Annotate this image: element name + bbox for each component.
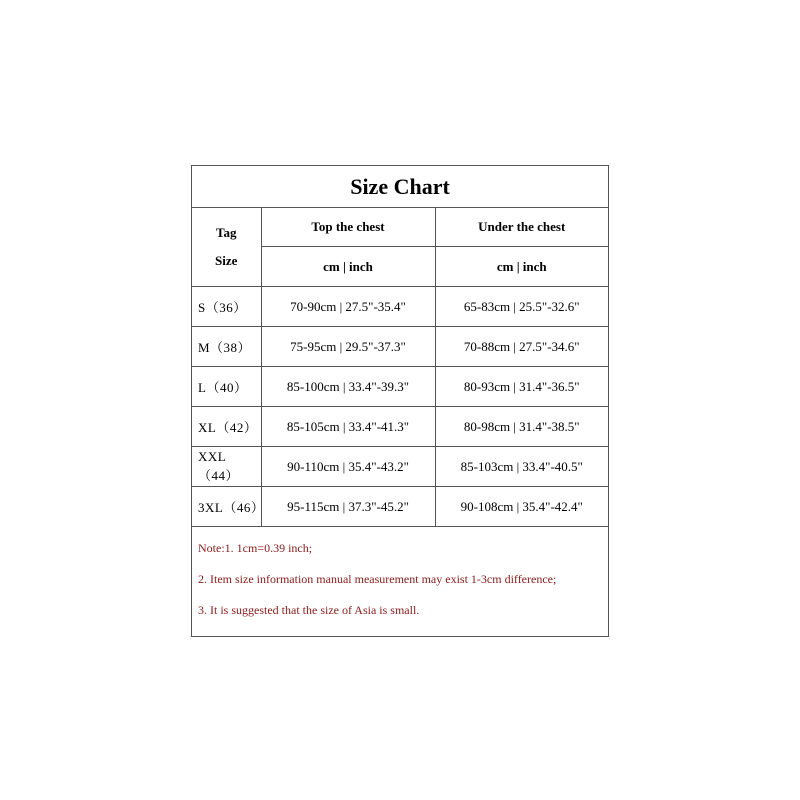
under-chest-cell: 65-83cm | 25.5"-32.6" [435, 287, 608, 327]
size-chart [191, 165, 609, 637]
under-chest-cell: 80-93cm | 31.4"-36.5" [435, 367, 608, 407]
note-line: Note:1. 1cm=0.39 inch; [198, 541, 313, 555]
header-size-label: Size [215, 253, 238, 268]
size-cell: XXL（44） [192, 447, 261, 487]
top-chest-cell: 85-105cm | 33.4"-41.3" [261, 407, 435, 447]
header-top-unit: cm | inch [261, 247, 435, 287]
header-tag-size [192, 208, 261, 287]
header-under-chest: Under the chest [435, 208, 608, 247]
header-top-chest: Top the chest [261, 208, 435, 247]
size-cell: L（40） [192, 367, 261, 407]
under-chest-cell: 70-88cm | 27.5"-34.6" [435, 327, 608, 367]
top-chest-cell: 85-100cm | 33.4"-39.3" [261, 367, 435, 407]
size-table [192, 208, 608, 527]
top-chest-cell: 95-115cm | 37.3"-45.2" [261, 487, 435, 527]
table-row [192, 287, 608, 327]
chart-title: Size Chart [192, 166, 608, 208]
table-row [192, 447, 608, 487]
table-row [192, 327, 608, 367]
note-line: 2. Item size information manual measurement may exist 1-3cm difference; [198, 572, 557, 586]
header-tag-label: Tag [216, 225, 237, 240]
top-chest-cell: 70-90cm | 27.5"-35.4" [261, 287, 435, 327]
notes-section [192, 527, 608, 628]
top-chest-cell: 90-110cm | 35.4"-43.2" [261, 447, 435, 487]
top-chest-cell: 75-95cm | 29.5"-37.3" [261, 327, 435, 367]
table-row [192, 407, 608, 447]
table-row [192, 487, 608, 527]
size-cell: XL（42） [192, 407, 261, 447]
size-cell: 3XL（46） [192, 487, 261, 527]
table-row [192, 367, 608, 407]
note-line: 3. It is suggested that the size of Asia is small. [198, 603, 420, 617]
header-under-unit: cm | inch [435, 247, 608, 287]
under-chest-cell: 90-108cm | 35.4"-42.4" [435, 487, 608, 527]
under-chest-cell: 80-98cm | 31.4"-38.5" [435, 407, 608, 447]
under-chest-cell: 85-103cm | 33.4"-40.5" [435, 447, 608, 487]
size-cell: M（38） [192, 327, 261, 367]
size-cell: S（36） [192, 287, 261, 327]
